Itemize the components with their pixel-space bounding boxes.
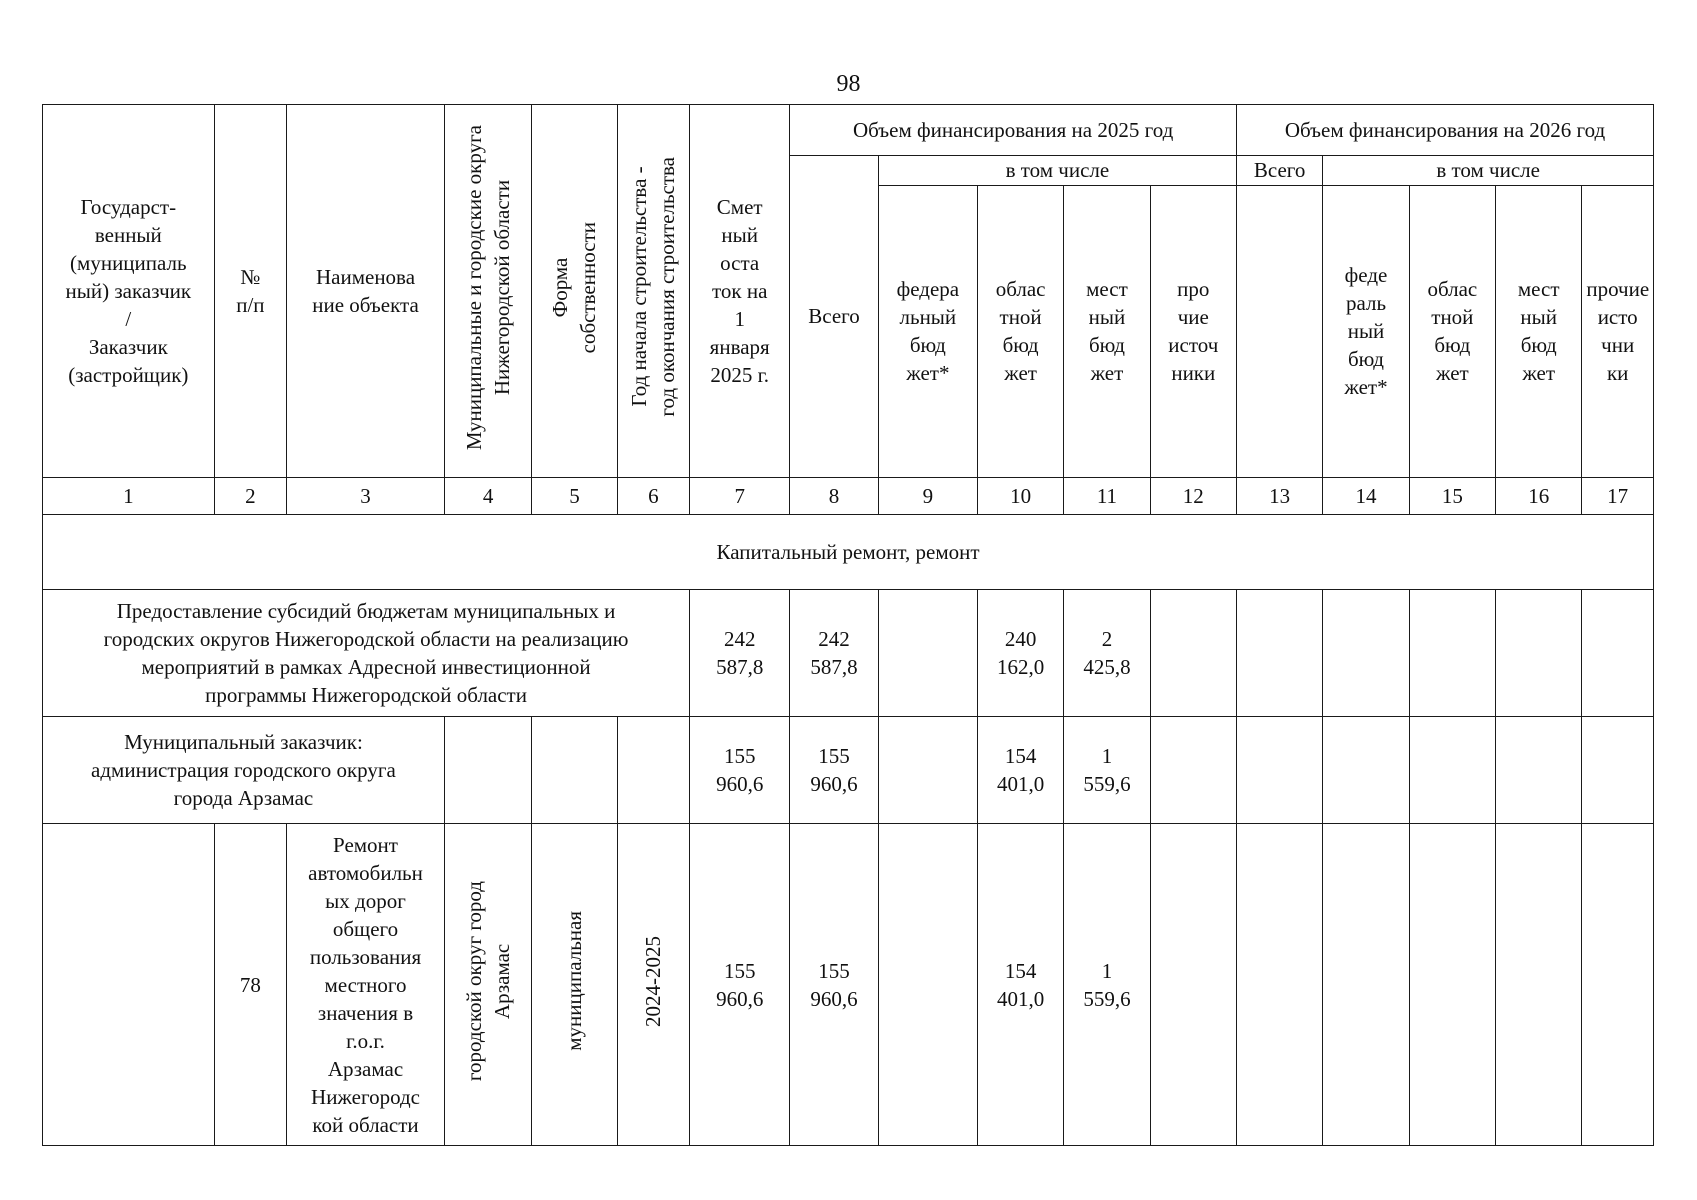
customer-group-estimate: 155 960,6 — [690, 716, 790, 824]
header-regional-2026: облас тной бюд жет — [1409, 185, 1495, 477]
object-federal-2026 — [1323, 824, 1409, 1146]
header-years: Год начала строительства - год окончания строительства — [617, 105, 689, 478]
customer-group-local-2025: 1 559,6 — [1064, 716, 1150, 824]
object-years: 2024-2025 — [617, 824, 689, 1146]
object-customer — [43, 824, 215, 1146]
subsidy-local-2025: 2 425,8 — [1064, 590, 1150, 716]
subsidy-total-2026 — [1236, 590, 1322, 716]
subsidy-federal-2025 — [878, 590, 977, 716]
header-total-2025: Всего — [790, 155, 878, 477]
col-number-13: 13 — [1236, 477, 1322, 514]
object-name: Ремонт автомобильн ых дорог общего пользования местного значения в г.о.г. Арзамас Нижегородс кой области — [287, 824, 445, 1146]
header-other-2026: прочие исто чни ки — [1582, 185, 1654, 477]
customer-group-row — [43, 716, 1654, 824]
header-ownership: Форма собственности — [532, 105, 617, 478]
object-other-2025 — [1150, 824, 1236, 1146]
object-total-2025: 155 960,6 — [790, 824, 878, 1146]
object-number: 78 — [214, 824, 286, 1146]
col-number-9: 9 — [878, 477, 977, 514]
subsidy-local-2026 — [1496, 590, 1582, 716]
object-federal-2025 — [878, 824, 977, 1146]
col-number-6: 6 — [617, 477, 689, 514]
col-number-1: 1 — [43, 477, 215, 514]
object-estimate: 155 960,6 — [690, 824, 790, 1146]
col-number-5: 5 — [532, 477, 617, 514]
subsidy-regional-2025: 240 162,0 — [977, 590, 1063, 716]
customer-group-total-2026 — [1236, 716, 1322, 824]
customer-group-federal-2025 — [878, 716, 977, 824]
object-total-2026 — [1236, 824, 1322, 1146]
object-other-2026 — [1582, 824, 1654, 1146]
col-number-7: 7 — [690, 477, 790, 514]
subsidy-row — [43, 590, 1654, 716]
col-number-15: 15 — [1409, 477, 1495, 514]
object-row — [43, 824, 1654, 1146]
object-local-2026 — [1496, 824, 1582, 1146]
customer-group-ownership — [532, 716, 617, 824]
col-number-11: 11 — [1064, 477, 1150, 514]
col-number-17: 17 — [1582, 477, 1654, 514]
header-number: № п/п — [214, 105, 286, 478]
customer-group-total-2025: 155 960,6 — [790, 716, 878, 824]
customer-group-other-2025 — [1150, 716, 1236, 824]
col-number-10: 10 — [977, 477, 1063, 514]
customer-group-local-2026 — [1496, 716, 1582, 824]
header-funding-2025: Объем финансирования на 2025 год — [790, 105, 1237, 156]
header-including-2026: в том числе — [1323, 155, 1654, 185]
customer-group-regional-2026 — [1409, 716, 1495, 824]
col-number-12: 12 — [1150, 477, 1236, 514]
customer-group-federal-2026 — [1323, 716, 1409, 824]
subsidy-total-2025: 242 587,8 — [790, 590, 878, 716]
col-number-3: 3 — [287, 477, 445, 514]
subsidy-label: Предоставление субсидий бюджетам муниципальных и городских округов Нижегородской области на реализацию мероприятий в рамках Адресной инвестиционной программы Нижегородской области — [43, 590, 690, 716]
customer-group-years — [617, 716, 689, 824]
section-row — [43, 514, 1654, 590]
header-local-2025: мест ный бюд жет — [1064, 185, 1150, 477]
customer-group-other-2026 — [1582, 716, 1654, 824]
subsidy-regional-2026 — [1409, 590, 1495, 716]
header-including-2025: в том числе — [878, 155, 1236, 185]
header-federal-2026: феде раль ный бюд жет* — [1323, 185, 1409, 477]
header-districts: Муниципальные и городские округа Нижегородской области — [444, 105, 531, 478]
header-customer: Государст- венный (муниципаль ный) заказчик / Заказчик (застройщик) — [43, 105, 215, 478]
object-district: городской округ город Арзамас — [444, 824, 531, 1146]
header-funding-2026: Объем финансирования на 2026 год — [1236, 105, 1653, 156]
subsidy-other-2025 — [1150, 590, 1236, 716]
header-row-1 — [43, 105, 1654, 156]
object-regional-2025: 154 401,0 — [977, 824, 1063, 1146]
col-number-4: 4 — [444, 477, 531, 514]
col-number-16: 16 — [1496, 477, 1582, 514]
object-regional-2026 — [1409, 824, 1495, 1146]
header-estimate-balance: Смет ный оста ток на 1 января 2025 г. — [690, 105, 790, 478]
investment-program-table — [42, 104, 1654, 1146]
header-total-2026: Всего — [1236, 155, 1322, 185]
customer-group-regional-2025: 154 401,0 — [977, 716, 1063, 824]
customer-group-district — [444, 716, 531, 824]
section-title: Капитальный ремонт, ремонт — [43, 514, 1654, 590]
customer-group-label: Муниципальный заказчик: администрация городского округа города Арзамас — [43, 716, 445, 824]
col-number-2: 2 — [214, 477, 286, 514]
object-ownership: муниципальная — [532, 824, 617, 1146]
col-number-8: 8 — [790, 477, 878, 514]
object-local-2025: 1 559,6 — [1064, 824, 1150, 1146]
subsidy-federal-2026 — [1323, 590, 1409, 716]
header-local-2026: мест ный бюд жет — [1496, 185, 1582, 477]
header-blank-2026 — [1236, 185, 1322, 477]
header-regional-2025: облас тной бюд жет — [977, 185, 1063, 477]
header-federal-2025: федера льный бюд жет* — [878, 185, 977, 477]
col-number-14: 14 — [1323, 477, 1409, 514]
subsidy-estimate: 242 587,8 — [690, 590, 790, 716]
header-object-name: Наименова ние объекта — [287, 105, 445, 478]
column-number-row — [43, 477, 1654, 514]
page-number: 98 — [836, 71, 861, 97]
subsidy-other-2026 — [1582, 590, 1654, 716]
header-other-2025: про чие источ ники — [1150, 185, 1236, 477]
